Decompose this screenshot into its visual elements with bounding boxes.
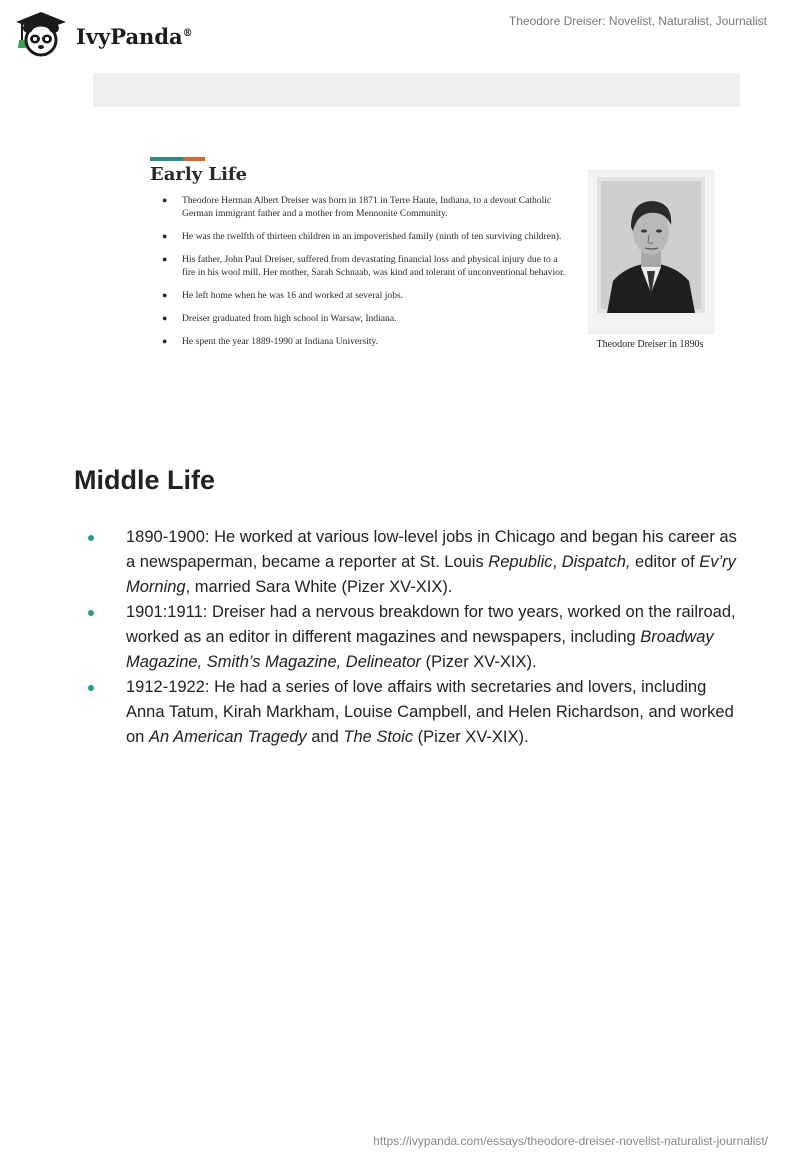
middle-life-list: [88, 525, 738, 750]
brand-name: IvyPanda®: [76, 23, 193, 49]
bullet-dot: [88, 610, 94, 616]
ad-placeholder: [93, 73, 740, 107]
slide-bullet-list: [150, 194, 570, 358]
slide-bullet: ● He spent the year 1889-1990 at Indiana University.: [162, 336, 378, 347]
slide-bullet: ● He left home when he was 16 and worked at several jobs.: [162, 290, 404, 301]
photo-caption: Theodore Dreiser in 1890s: [596, 339, 704, 350]
footer-url-link[interactable]: https://ivypanda.com/essays/theodore-dreiser-novelist-naturalist-journalist/: [373, 1134, 768, 1148]
list-item: 1912-1922: He had a series of love affairs with secretaries and lovers, including Anna Tatum, Kirah Markham, Louise Campbell, and Helen Richardson, and worked on An American Tragedy and The Stoic (Pizer XV-XIX).: [88, 675, 738, 750]
slide-title: Early Life: [150, 164, 248, 185]
slide-bullet: ● He was the twelfth of thirteen children in an impoverished family (ninth of ten surviving children).: [162, 231, 562, 242]
document-title: Theodore Dreiser: Novelist, Naturalist, Journalist: [508, 14, 767, 28]
panda-graduate-icon: [14, 10, 68, 58]
list-item: 1901:1911: Dreiser had a nervous breakdown for two years, worked on the railroad, worked as an editor in different magazines and newspapers, including Broadway Magazine, Smith’s Magazine, Delineator (Pizer XV-XIX).: [88, 600, 738, 675]
bullet-dot: [88, 685, 94, 691]
early-life-slide: [146, 150, 716, 385]
site-logo[interactable]: [14, 10, 193, 58]
bullet-dot: [88, 535, 94, 541]
portrait-photo: [588, 170, 714, 334]
section-heading: Middle Life: [74, 465, 215, 495]
slide-bullet: ● Theodore Herman Albert Dreiser was born in 1871 in Terre Haute, Indiana, to a devout Catholic German immigrant father and a mother from Mennonite Community.: [162, 195, 552, 219]
slide-accent-bar: [150, 157, 205, 161]
list-item: 1890-1900: He worked at various low-level jobs in Chicago and began his career as a newspaperman, became a reporter at St. Louis Republic, Dispatch, editor of Ev’ry Morning, married Sara White (Pizer XV-XIX).: [88, 525, 738, 600]
slide-bullet: ● His father, John Paul Dreiser, suffered from devastating financial loss and physical injury due to a fire in his wool mill. Her mother, Sarah Schnaab, was kind and tolerant of unconventional behavior.: [162, 254, 566, 278]
slide-bullet: ● Dreiser graduated from high school in Warsaw, Indiana.: [162, 313, 397, 324]
portrait-image: [597, 177, 705, 313]
